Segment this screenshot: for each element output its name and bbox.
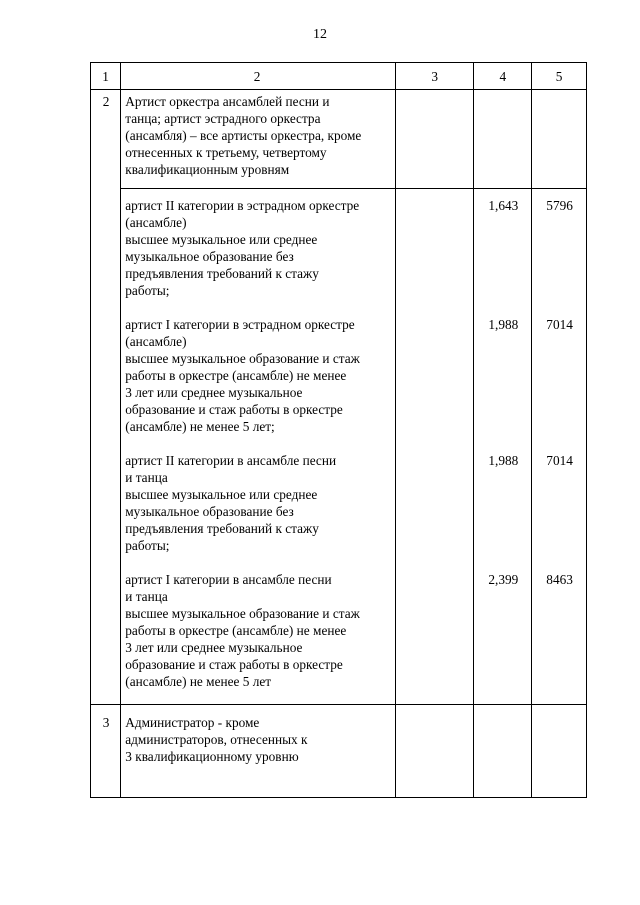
header-col-4: 4 — [474, 63, 532, 90]
table-header-row — [91, 63, 587, 90]
group-title — [121, 90, 396, 189]
position-line: высшее музыкальное образование и стаж — [125, 606, 360, 621]
salary-value: 8463 — [546, 572, 573, 587]
position-line: работы в оркестре (ансамбле) не менее — [125, 623, 347, 638]
empty-cell — [532, 705, 587, 798]
position-line: (ансамбле) — [125, 334, 187, 349]
title-line: Артист оркестра ансамблей песни и — [125, 94, 330, 109]
position-line: (ансамбле) не менее 5 лет; — [125, 419, 275, 434]
position-line: артист II категории в ансамбле песни — [125, 453, 337, 468]
empty-cell — [395, 705, 474, 798]
position-line: (ансамбле) — [125, 215, 187, 230]
title-line: танца; артист эстрадного оркестра — [125, 111, 321, 126]
coefficient-value: 1,988 — [488, 453, 519, 468]
position-line: музыкальное образование без — [125, 249, 294, 264]
coefficient-value: 1,988 — [488, 317, 519, 332]
position-line: работы; — [125, 283, 170, 298]
position-line: предъявления требований к стажу — [125, 266, 319, 281]
header-col-3: 3 — [395, 63, 474, 90]
empty-cell — [395, 189, 474, 705]
header-col-5: 5 — [532, 63, 587, 90]
empty-cell — [91, 189, 121, 705]
position-line: высшее музыкальное или среднее — [125, 487, 318, 502]
position-line: образование и стаж работы в оркестре — [125, 657, 343, 672]
title-line: отнесенных к третьему, четвертому — [125, 145, 327, 160]
position-line: работы в оркестре (ансамбле) не менее — [125, 368, 347, 383]
group-title — [121, 705, 396, 798]
row-number: 2 — [91, 90, 121, 189]
position-line: высшее музыкальное или среднее — [125, 232, 318, 247]
position-line: артист I категории в ансамбле песни — [125, 572, 332, 587]
title-line: Администратор - кроме — [125, 715, 260, 730]
header-col-1: 1 — [91, 63, 121, 90]
salary-value: 5796 — [546, 198, 573, 213]
empty-cell — [474, 705, 532, 798]
empty-cell — [395, 90, 474, 189]
table-row-2-title — [91, 90, 587, 189]
position-line: образование и стаж работы в оркестре — [125, 402, 343, 417]
title-line: администраторов, отнесенных к — [125, 732, 308, 747]
position-line: артист I категории в эстрадном оркестре — [125, 317, 355, 332]
qualification-table — [90, 62, 587, 798]
position-line: предъявления требований к стажу — [125, 521, 319, 536]
empty-cell — [474, 90, 532, 189]
position-line: работы; — [125, 538, 170, 553]
salary-value: 7014 — [546, 317, 573, 332]
position-line: 3 лет или среднее музыкальное — [125, 385, 303, 400]
title-line: квалификационным уровням — [125, 162, 290, 177]
row-number: 3 — [91, 705, 121, 798]
position-line: и танца — [125, 589, 168, 604]
table-row-3 — [91, 705, 587, 798]
coefficient-cell — [474, 189, 532, 705]
position-line: музыкальное образование без — [125, 504, 294, 519]
table-row-2-items — [91, 189, 587, 705]
positions-cell — [121, 189, 396, 705]
position-line: и танца — [125, 470, 168, 485]
title-line: 3 квалификационному уровню — [125, 749, 299, 764]
position-line: высшее музыкальное образование и стаж — [125, 351, 360, 366]
coefficient-value: 1,643 — [488, 198, 519, 213]
position-line: (ансамбле) не менее 5 лет — [125, 674, 272, 689]
salary-value: 7014 — [546, 453, 573, 468]
position-line: артист II категории в эстрадном оркестре — [125, 198, 360, 213]
coefficient-value: 2,399 — [488, 572, 519, 587]
salary-cell — [532, 189, 587, 705]
page-number: 12 — [313, 27, 327, 42]
empty-cell — [532, 90, 587, 189]
title-line: (ансамбля) – все артисты оркестра, кроме — [125, 128, 362, 143]
header-col-2: 2 — [121, 63, 396, 90]
position-line: 3 лет или среднее музыкальное — [125, 640, 303, 655]
